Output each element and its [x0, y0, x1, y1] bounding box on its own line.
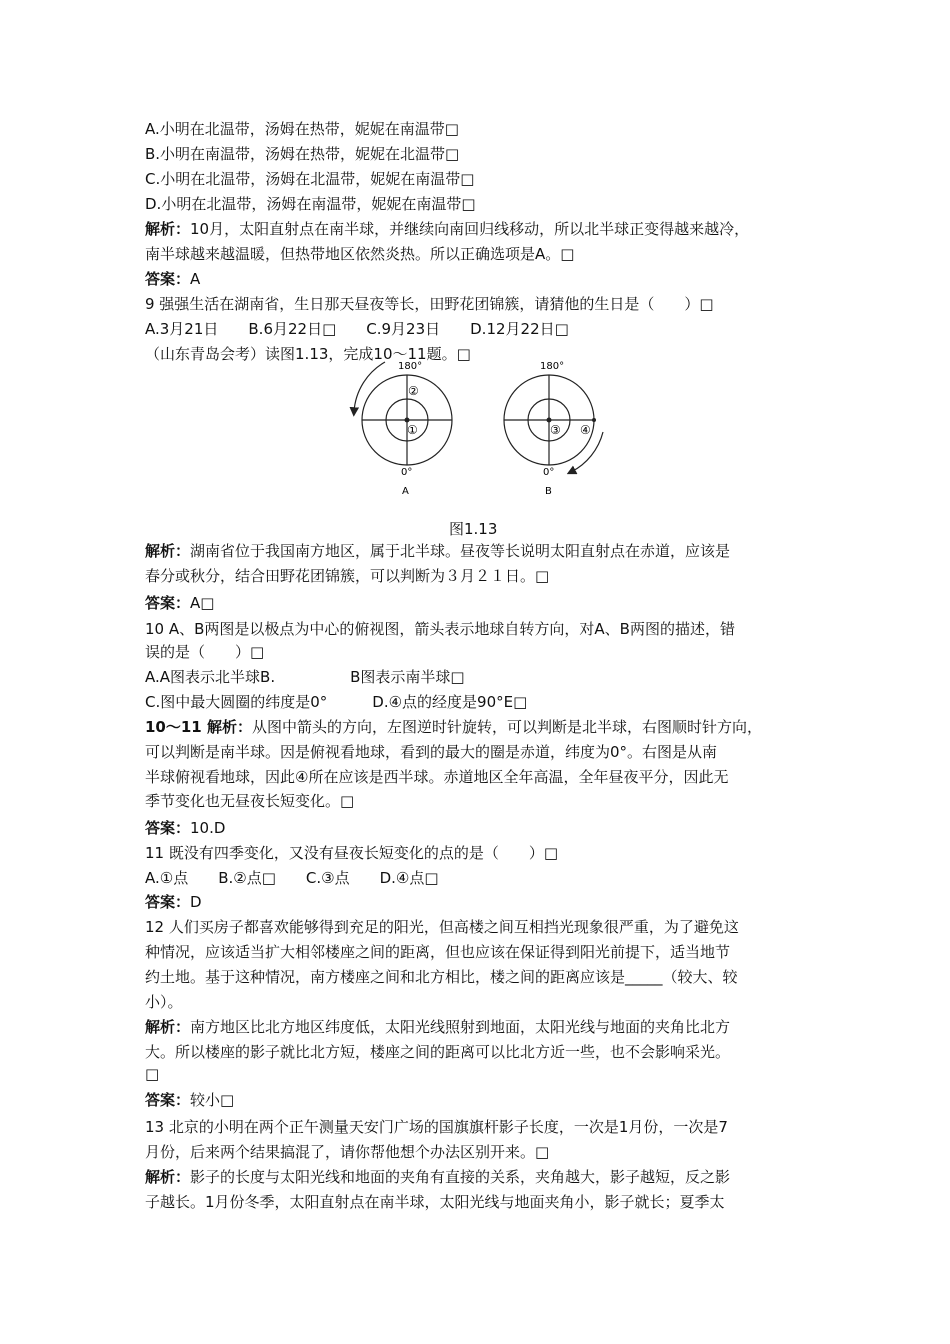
- text-line: 可以判断是南半球。因是俯视看地球，看到的最大的圈是赤道，纬度为0°。右图是从南: [145, 743, 718, 761]
- text-line: 半球俯视看地球，因此④所在应该是西半球。赤道地区全年高温，全年昼夜平分，因此无: [145, 768, 729, 786]
- text-line: 小）。: [145, 993, 183, 1011]
- text-line: 解析：影子的长度与太阳光线和地面的夹角有直接的关系，夹角越大，影子越短，反之影: [145, 1168, 731, 1186]
- figure-1-13: [340, 352, 610, 502]
- label-0: 0°: [543, 467, 555, 478]
- label-0: 0°: [401, 467, 413, 478]
- label-180: 180°: [540, 361, 565, 372]
- text-line: （山东青岛会考）读图1.13，完成10～11题。□: [145, 345, 471, 363]
- point-3: ③: [550, 423, 561, 437]
- label-b: B: [545, 486, 552, 497]
- text-line: 13 北京的小明在两个正午测量天安门广场的国旗旗杆影子长度，一次是1月份，一次是7: [145, 1118, 728, 1136]
- text-line: 答案：A: [145, 270, 201, 288]
- text-line: 答案：10.D: [145, 819, 226, 837]
- text-line: 解析：湖南省位于我国南方地区，属于北半球。昼夜等长说明太阳直射点在赤道，应该是: [145, 542, 731, 560]
- point-4: ④: [580, 423, 591, 437]
- pole-point: [547, 418, 552, 423]
- polar-diagrams: [340, 352, 610, 502]
- label-180: 180°: [398, 361, 423, 372]
- text-line: C.图中最大圆圈的纬度是0° D.④点的经度是90°E□: [145, 693, 528, 711]
- text-line: B.小明在南温带，汤姆在热带，妮妮在北温带□: [145, 145, 460, 163]
- point-1: ①: [407, 423, 418, 437]
- text-line: 解析：10月，太阳直射点在南半球，并继续向南回归线移动，所以北半球正变得越来越冷，: [145, 220, 750, 238]
- text-line: 季节变化也无昼夜长短变化。□: [145, 792, 355, 810]
- diagram-b: [504, 361, 603, 497]
- text-line: □: [145, 1065, 160, 1083]
- text-line: 10 A、B两图是以极点为中心的俯视图，箭头表示地球自转方向，对A、B两图的描述，错: [145, 620, 735, 638]
- text-line: 答案：D: [145, 893, 202, 911]
- text-line: 大。所以楼座的影子就比北方短，楼座之间的距离可以比北方近一些，也不会影响采光。: [145, 1043, 731, 1061]
- text-line: 误的是（ ）□: [145, 643, 265, 661]
- text-line: 春分或秋分，结合田野花团锦簇，可以判断为３月２１日。□: [145, 567, 550, 585]
- figure-caption: 图1.13: [449, 520, 498, 538]
- point-4-dot: [592, 418, 596, 422]
- text-line: D.小明在北温带，汤姆在南温带，妮妮在南温带□: [145, 195, 476, 213]
- text-line: 答案：A□: [145, 594, 215, 612]
- text-line: 10～11 解析：从图中箭头的方向，左图逆时针旋转，可以判断是北半球，右图顺时针方向，: [145, 718, 762, 736]
- text-line: A.A图表示北半球B. B图表示南半球□: [145, 668, 465, 686]
- rotation-arrow-icon: [571, 432, 603, 472]
- diagram-a: [354, 361, 452, 497]
- rotation-arrow-icon: [354, 362, 385, 412]
- text-line: 解析：南方地区比北方地区纬度低，太阳光线照射到地面，太阳光线与地面的夹角比北方: [145, 1018, 731, 1036]
- text-line: A.3月21日 B.6月22日□ C.9月23日 D.12月22日□: [145, 320, 569, 338]
- text-line: 月份，后来两个结果搞混了，请你帮他想个办法区别开来。□: [145, 1143, 550, 1161]
- text-line: 9 强强生活在湖南省，生日那天昼夜等长，田野花团锦簇，请猜他的生日是（ ）□: [145, 295, 714, 313]
- label-a: A: [402, 486, 409, 497]
- text-line: 约土地。基于这种情况，南方楼座之间和北方相比，楼之间的距离应该是_____（较大、较: [145, 968, 738, 986]
- text-line: A.小明在北温带，汤姆在热带，妮妮在南温带□: [145, 120, 459, 138]
- text-line: 11 既没有四季变化，又没有昼夜长短变化的点的是（ ）□: [145, 844, 559, 862]
- pole-point: [405, 418, 410, 423]
- text-line: 南半球越来越温暖，但热带地区依然炎热。所以正确选项是A。□: [145, 245, 575, 263]
- text-line: 12 人们买房子都喜欢能够得到充足的阳光，但高楼之间互相挡光现象很严重，为了避免这: [145, 918, 739, 936]
- text-line: A.①点 B.②点□ C.③点 D.④点□: [145, 869, 439, 887]
- text-line: C.小明在北温带，汤姆在北温带，妮妮在南温带□: [145, 170, 475, 188]
- point-2: ②: [408, 384, 419, 398]
- text-line: 答案：较小□: [145, 1091, 235, 1109]
- text-line: 种情况，应该适当扩大相邻楼座之间的距离，但也应该在保证得到阳光前提下，适当地节: [145, 943, 731, 961]
- text-line: 子越长。1月份冬季，太阳直射点在南半球，太阳光线与地面夹角小，影子就长；夏季太: [145, 1193, 725, 1211]
